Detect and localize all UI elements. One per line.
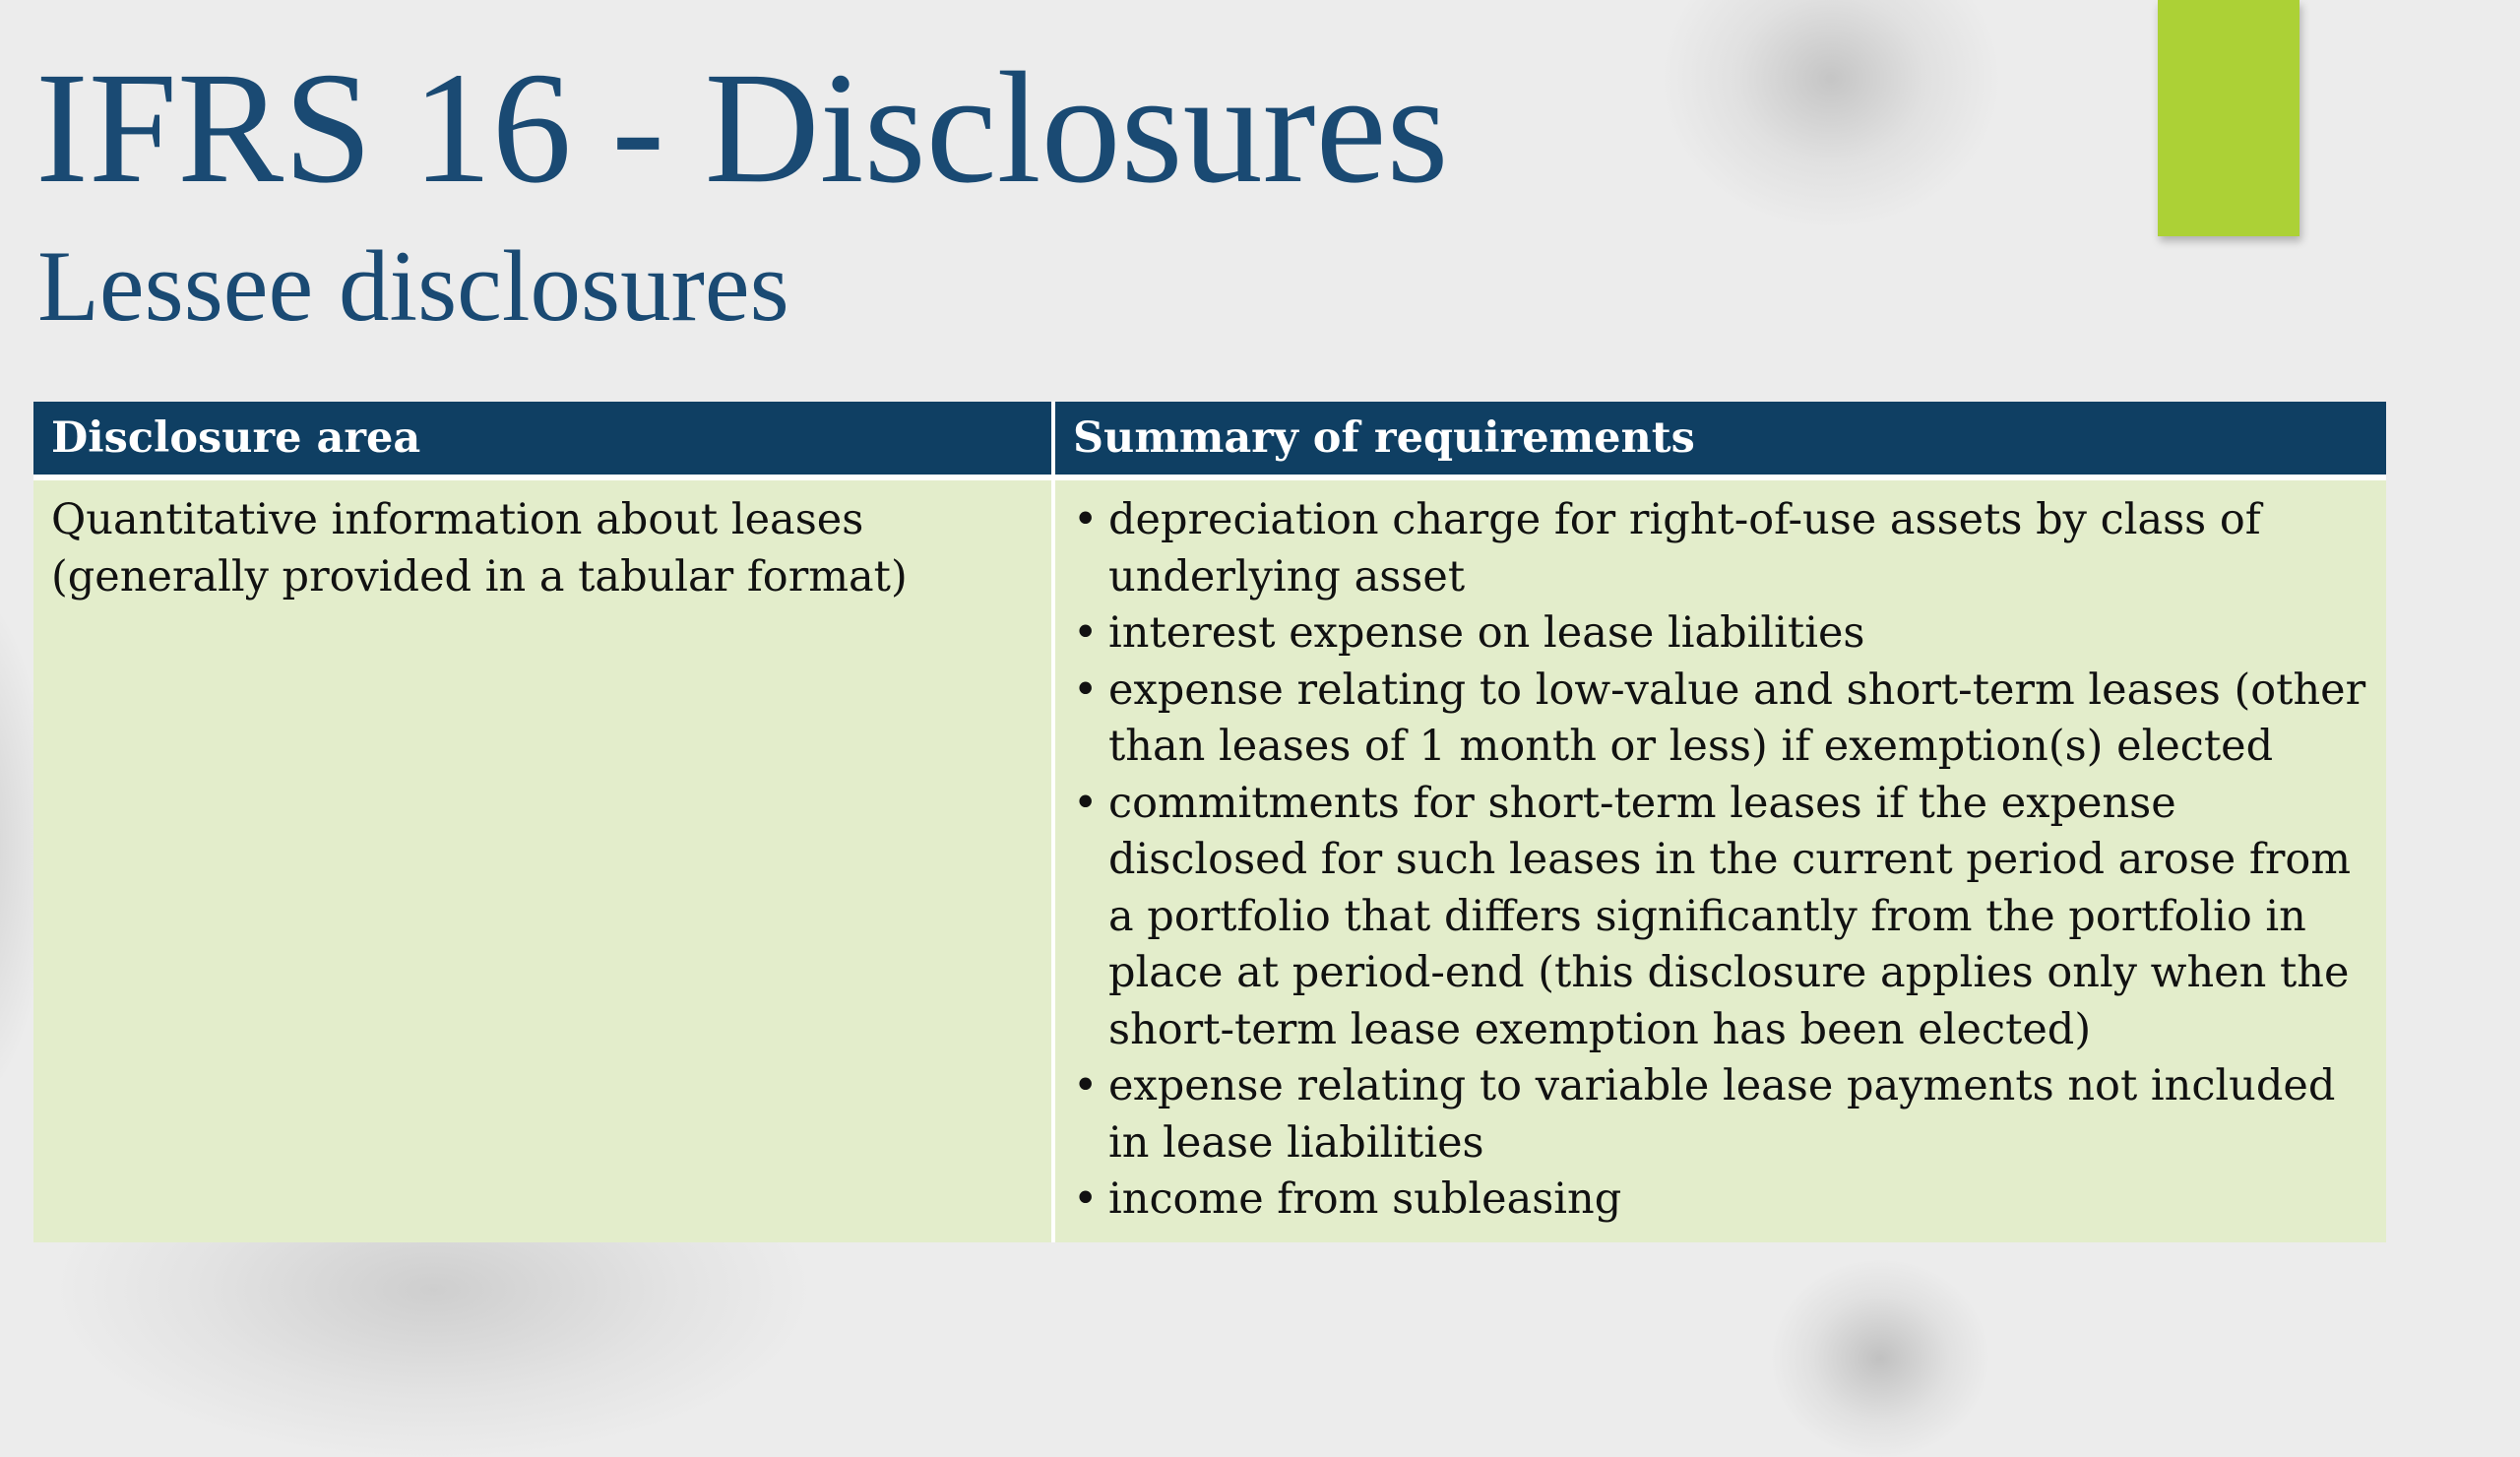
requirements-cell <box>1053 477 2386 1242</box>
background-shadow-bottom-right <box>1772 1260 1988 1457</box>
slide-subtitle: Lessee disclosures <box>37 230 789 343</box>
green-accent-bar <box>2158 0 2300 236</box>
table-row <box>33 477 2386 1242</box>
disclosure-table <box>33 402 2386 1242</box>
requirements-list <box>1073 492 2368 1229</box>
list-item: • income from subleasing <box>1073 1172 2368 1229</box>
background-shadow-top <box>1664 0 1998 226</box>
list-item: • expense relating to low-value and short-term leases (other than leases of 1 month or less) if exemption(s) elected <box>1073 663 2368 776</box>
header-disclosure-area: Disclosure area <box>33 402 1053 477</box>
list-item: • depreciation charge for right-of-use assets by class of underlying asset <box>1073 492 2368 605</box>
list-item: • expense relating to variable lease payments not included in lease liabilities <box>1073 1058 2368 1172</box>
list-item: • commitments for short-term leases if the expense disclosed for such leases in the current period arose from a portfolio that differs significantly from the portfolio in place at period-end (this disclosure applies only when the short-term lease exemption has been elected) <box>1073 776 2368 1059</box>
table-header-row <box>33 402 2386 477</box>
header-summary-of-requirements: Summary of requirements <box>1053 402 2386 477</box>
disclosure-area-cell: Quantitative information about leases (generally provided in a tabular format) <box>33 477 1053 1242</box>
slide-title: IFRS 16 - Disclosures <box>35 40 1449 217</box>
list-item: • interest expense on lease liabilities <box>1073 605 2368 663</box>
